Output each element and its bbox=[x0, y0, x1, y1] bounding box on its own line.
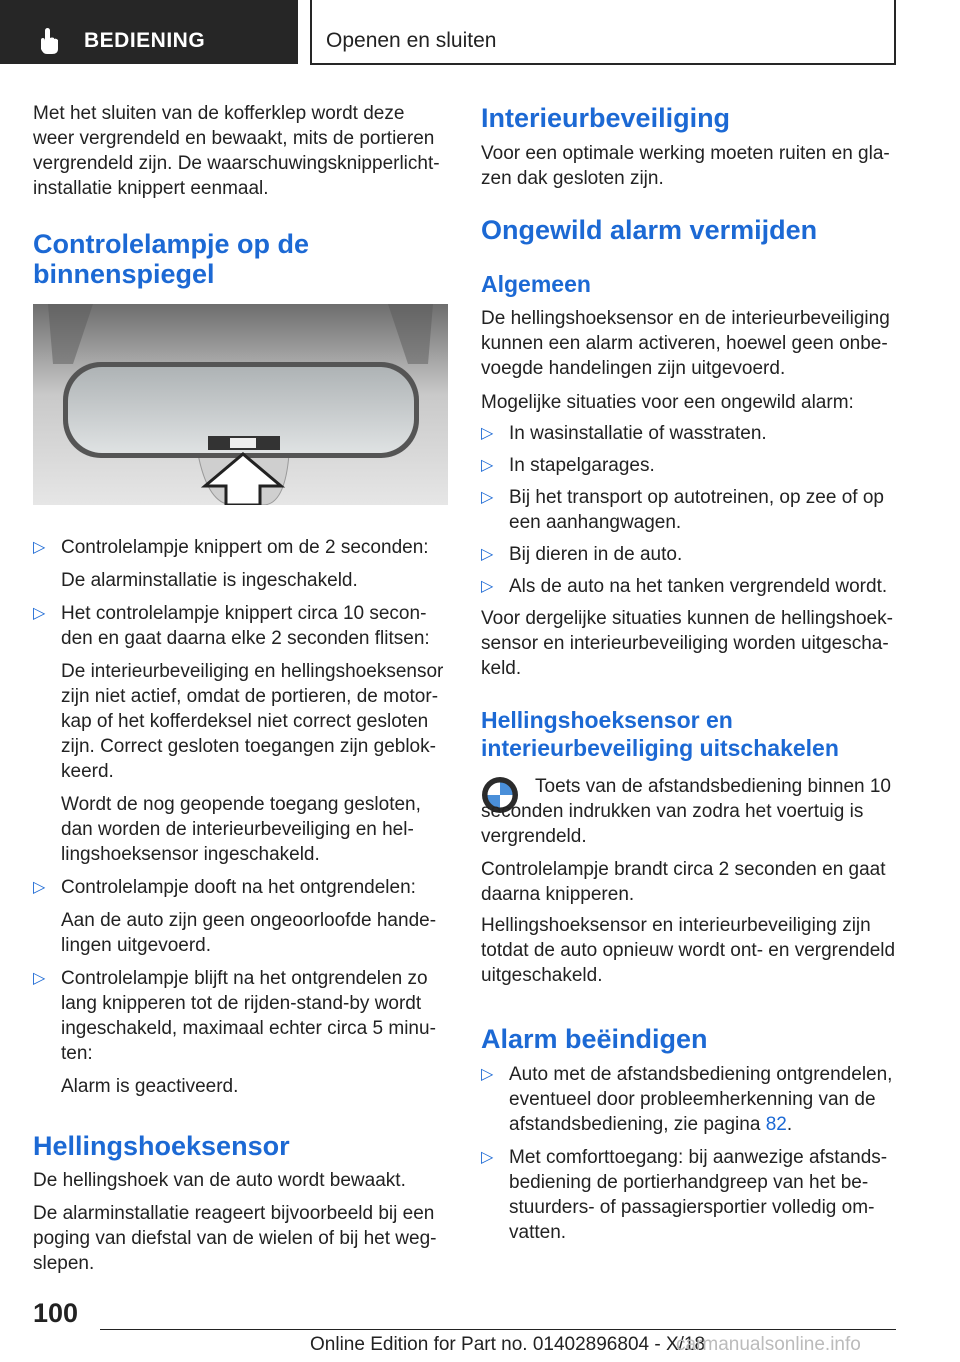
list-item: ▷ Controlelampje knippert om de 2 seconden: De alarminstallatie is ingeschakeld. bbox=[33, 535, 450, 593]
intro-paragraph: Met het sluiten van de kofferklep wordt deze weer vergrendeld en bewaakt, mits de portieren vergrendeld zijn. De waarschuwingsknipperlichtinstallatie knippert eenmaal. bbox=[33, 103, 440, 199]
list-item: ▷ Bij dieren in de auto. bbox=[481, 542, 901, 567]
page-number: 100 bbox=[33, 1298, 79, 1328]
list-item: ▷ Controlelampje blijft na het ontgrendelen zo lang knipperen tot de rijden-stand-by wordt ingeschakeld, maximaal echter circa 5 minuten: Alarm is geactiveerd. bbox=[33, 966, 450, 1099]
heading-algemeen: Algemeen bbox=[481, 271, 591, 297]
list-item: ▷ Als de auto na het tanken vergrendeld wordt. bbox=[481, 574, 901, 599]
section-tab bbox=[0, 0, 298, 64]
rearview-mirror-photo bbox=[33, 304, 448, 505]
list-item: ▷ Het controlelampje knippert circa 10 seconden en gaat daarna elke 2 seconden flitsen: De interieurbeveiliging en hellingshoeksensor zijn niet actief, omdat de portieren, de motorkap of het kofferdeksel niet correct gesloten zijn. Correct gesloten toegangen zijn geblokkeerd. Wordt de nog geopende toegang gesloten, dan worden de interieurbeveiliging en hellingshoeksensor ingeschakeld. bbox=[33, 601, 450, 867]
situations-list bbox=[481, 421, 901, 599]
heading-alarm-beeindigen: Alarm beëindigen bbox=[481, 1024, 708, 1054]
situations-after: Voor dergelijke situaties kunnen de hellingshoeksensor en interieurbeveiliging worden uitgeschakeld. bbox=[481, 608, 893, 679]
list-item-sub: De alarminstallatie is ingeschakeld. bbox=[61, 570, 358, 591]
heading-controlelampje: Controlelampje op de binnenspiegel bbox=[33, 229, 310, 289]
section-tab-label: BEDIENING bbox=[84, 29, 206, 52]
heading-hellingshoeksensor: Hellingshoeksensor bbox=[33, 1131, 290, 1161]
list-item: ▷ Auto met de afstandsbediening ontgrendelen, eventueel door probleemherkenning van de afstandsbediening, zie pagina 82. bbox=[481, 1062, 901, 1137]
disable-paragraph-3: Hellingshoeksensor en interieurbeveiliging zijn totdat de auto opnieuw wordt ont- en vergrendeld uitgeschakeld. bbox=[481, 915, 896, 986]
page-link[interactable]: 82 bbox=[765, 1114, 787, 1135]
list-item: ▷ Controlelampje dooft na het ontgrendelen: Aan de auto zijn geen ongeoorloofde handelingen uitgevoerd. bbox=[33, 875, 450, 958]
list-item-sub: Alarm is geactiveerd. bbox=[61, 1076, 239, 1097]
general-paragraph: De hellingshoeksensor en de interieurbeveiliging kunnen een alarm activeren, hoewel geen onbevoegde handelingen zijn uitgevoerd. bbox=[481, 308, 890, 379]
footer-divider bbox=[100, 1329, 896, 1330]
sensor-paragraph-2: De alarminstallatie reageert bijvoorbeeld bij een poging van diefstal van de wielen of bij het wegslepen. bbox=[33, 1203, 437, 1274]
sensor-paragraph-1: De hellingshoek van de auto wordt bewaakt. bbox=[33, 1170, 406, 1191]
heading-interieurbeveiliging: Interieurbeveiliging bbox=[481, 103, 731, 133]
edition-text: Online Edition for Part no. 01402896804 - X/18 bbox=[310, 1334, 706, 1355]
list-item: ▷ Met comforttoegang: bij aanwezige afstandsbediening de portierhandgreep van het bestuurders- of passagiersportier volledig omvatten. bbox=[481, 1145, 901, 1245]
hand-pointer-icon bbox=[36, 27, 64, 55]
header-divider bbox=[310, 0, 312, 64]
list-item-sub: Aan de auto zijn geen ongeoorloofde handelingen uitgevoerd. bbox=[61, 910, 437, 956]
watermark: carmanualsonline.info bbox=[676, 1334, 861, 1355]
list-item: ▷ In wasinstallatie of wasstraten. bbox=[481, 421, 901, 446]
list-item-sub: Wordt de nog geopende toegang gesloten, dan worden de interieurbeveiliging en hellingshoeksensor ingeschakeld. bbox=[61, 794, 421, 865]
control-lamp-list bbox=[33, 535, 450, 1099]
chapter-title: Openen en sluiten bbox=[326, 29, 497, 52]
end-alarm-list bbox=[481, 1062, 901, 1245]
heading-ongewild-alarm: Ongewild alarm vermijden bbox=[481, 215, 818, 245]
disable-paragraph-1: Toets van de afstandsbediening binnen 10 seconden indrukken van zodra het voertuig is vergrendeld. bbox=[481, 776, 891, 847]
interior-paragraph: Voor een optimale werking moeten ruiten en glazen dak gesloten zijn. bbox=[481, 143, 890, 189]
situations-intro: Mogelijke situaties voor een ongewild alarm: bbox=[481, 392, 854, 413]
header-underline bbox=[310, 63, 896, 65]
list-item: ▷ Bij het transport op autotreinen, op zee of op een aanhangwagen. bbox=[481, 485, 901, 535]
disable-paragraph-2: Controlelampje brandt circa 2 seconden en gaat daarna knipperen. bbox=[481, 859, 886, 905]
list-item-sub: De interieurbeveiliging en hellingshoeksensor zijn niet actief, omdat de portieren, de motorkap of het kofferdeksel niet correct gesloten zijn. Correct gesloten toegangen zijn geblokkeerd. bbox=[61, 661, 444, 782]
header-end-divider bbox=[894, 0, 896, 65]
heading-uitschakelen: Hellingshoeksensor en interieurbeveiliging uitschakelen bbox=[481, 707, 839, 761]
list-item: ▷ In stapelgarages. bbox=[481, 453, 901, 478]
